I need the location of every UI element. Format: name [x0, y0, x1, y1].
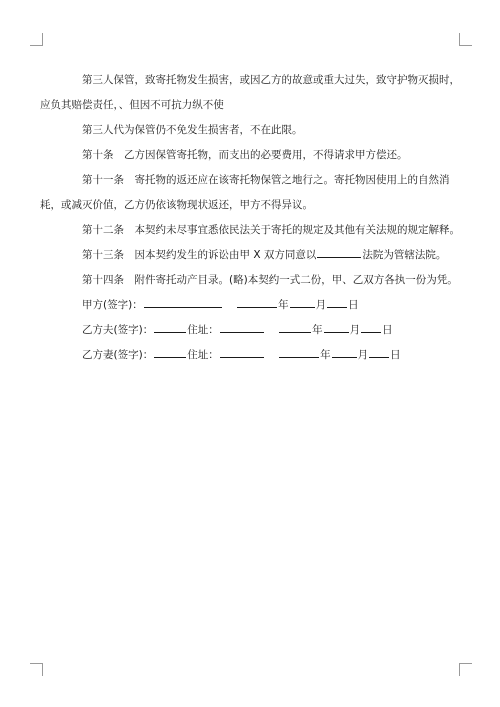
party-b-wife-day-blank[interactable]: [369, 347, 389, 358]
signature-party-a: [61, 293, 443, 318]
article-14: [61, 268, 458, 293]
day-label: 日: [390, 349, 401, 361]
article-11-line-2: 耗，或减灭价值，乙方仍依该物现状返还，甲方不得异议。: [40, 199, 313, 211]
party-b-wife-year-blank[interactable]: [279, 347, 319, 358]
paragraph-liability: [40, 68, 460, 118]
paragraph-liability-line-1: 第三人保管，致寄托物发生损害，或因乙方的故意或重大过失，致守护物灭损时，: [82, 74, 460, 86]
party-b-husband-address-label: 住址：: [187, 324, 219, 336]
article-14-text: 第十四条 附件寄托动产目录。(略)本契约一式二份，甲、乙双方各执一份为凭。: [82, 274, 458, 286]
party-b-husband-sign-label: 乙方夫(签字)：: [82, 324, 154, 336]
article-13: [61, 243, 447, 268]
day-label: 日: [382, 324, 393, 336]
party-b-wife-signature-blank[interactable]: [154, 347, 186, 358]
crop-mark-top-left: [30, 33, 43, 46]
party-b-husband-signature-blank[interactable]: [154, 322, 186, 333]
crop-mark-bottom-right: [459, 663, 472, 676]
month-label: 月: [357, 349, 369, 361]
article-10-text: 第十条 乙方因保管寄托物，而支出的必要费用，不得请求甲方偿还。: [82, 149, 408, 161]
paragraph-liability-line-2: 应负其赔偿责任，、但因不可抗力纵不使: [40, 99, 224, 111]
crop-mark-top-right: [459, 33, 472, 46]
party-b-wife-address-blank[interactable]: [220, 347, 264, 358]
article-12: [61, 218, 460, 243]
paragraph-third-party: [61, 118, 443, 143]
document-body: [40, 68, 460, 368]
article-13-line: [61, 243, 447, 268]
court-name-blank[interactable]: [317, 247, 361, 258]
article-12-text: 第十二条 本契约未尽事宜悉依民法关于寄托的规定及其他有关法规的规定解释。: [82, 224, 460, 236]
article-10: [61, 143, 443, 168]
article-13-text-a: 第十三条 因本契约发生的诉讼由甲 X 双方同意以: [82, 249, 317, 261]
year-label: 年: [312, 324, 323, 336]
paragraph-third-party-text: 第三人代为保管仍不免发生损害者，不在此限。: [82, 124, 303, 136]
party-b-wife-address-label: 住址：: [187, 349, 219, 361]
year-label: 年: [320, 349, 331, 361]
year-label: 年: [278, 299, 289, 311]
day-label: 日: [348, 299, 359, 311]
signature-party-a-line: [61, 293, 443, 318]
party-b-husband-address-blank[interactable]: [220, 322, 264, 333]
signature-party-b-wife-line: [61, 343, 443, 368]
month-label: 月: [315, 299, 327, 311]
party-b-husband-year-blank[interactable]: [279, 322, 311, 333]
party-a-sign-label: 甲方(签字)：: [82, 299, 143, 311]
party-b-wife-sign-label: 乙方妻(签字)：: [82, 349, 154, 361]
article-11-line-1: 第十一条 寄托物的返还应在该寄托物保管之地行之。寄托物因使用上的自然消: [82, 174, 450, 186]
month-label: 月: [349, 324, 361, 336]
party-a-day-blank[interactable]: [327, 297, 347, 308]
party-a-year-blank[interactable]: [237, 297, 277, 308]
party-a-signature-blank[interactable]: [144, 297, 222, 308]
signature-party-b-husband: [61, 318, 443, 343]
signature-party-b-husband-line: [61, 318, 443, 343]
party-b-husband-month-blank[interactable]: [324, 322, 349, 333]
article-11: [40, 168, 450, 218]
article-13-text-b: 法院为管辖法院。: [362, 249, 447, 261]
party-a-month-blank[interactable]: [290, 297, 315, 308]
signature-party-b-wife: [61, 343, 443, 368]
party-b-husband-day-blank[interactable]: [361, 322, 381, 333]
party-b-wife-month-blank[interactable]: [332, 347, 357, 358]
crop-mark-bottom-left: [30, 663, 43, 676]
